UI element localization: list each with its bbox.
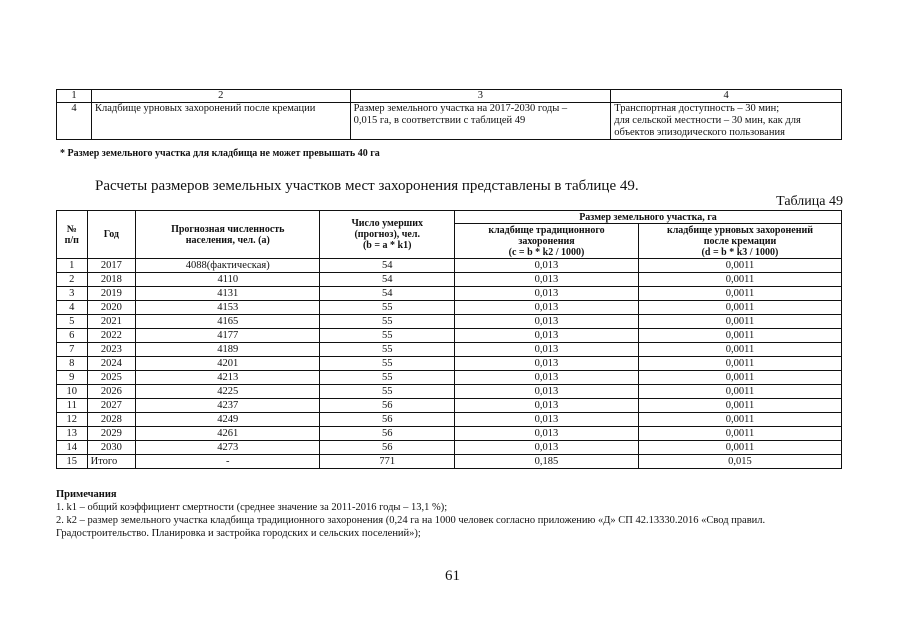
- header-urn: [638, 224, 841, 259]
- row-urn-size: 0,0011: [638, 315, 841, 329]
- row-index: 1: [57, 259, 88, 273]
- row-population: 4237: [136, 399, 320, 413]
- facility-name: Кладбище урновых захоронений после кремации: [91, 103, 350, 140]
- row-traditional-size: 0,013: [455, 301, 639, 315]
- row-traditional-size: 0,013: [455, 371, 639, 385]
- row-year: 2025: [87, 371, 136, 385]
- row-traditional-size: 0,013: [455, 399, 639, 413]
- row-population: 4201: [136, 357, 320, 371]
- row-urn-size: 0,0011: [638, 259, 841, 273]
- row-deaths: 56: [320, 413, 455, 427]
- land-size-line-1: Размер земельного участка на 2017-2030 годы –: [353, 103, 568, 114]
- table-row: [57, 385, 842, 399]
- row-deaths: 55: [320, 315, 455, 329]
- row-year: 2019: [87, 287, 136, 301]
- row-deaths: 56: [320, 441, 455, 455]
- row-index: 10: [57, 385, 88, 399]
- row-traditional-size: 0,013: [455, 385, 639, 399]
- row-deaths: 56: [320, 427, 455, 441]
- accessibility-line-2: для сельской местности – 30 мин, как для: [614, 115, 801, 126]
- land-size-line-2: 0,015 га, в соответствии с таблицей 49: [353, 115, 526, 126]
- row-index: 3: [57, 287, 88, 301]
- row-index: 13: [57, 427, 88, 441]
- row-year: 2027: [87, 399, 136, 413]
- row-urn-size: 0,0011: [638, 273, 841, 287]
- table-row: [57, 329, 842, 343]
- row-population: 4165: [136, 315, 320, 329]
- row-deaths: 55: [320, 385, 455, 399]
- header-num-line-1: №: [66, 223, 77, 235]
- col-header-2: 2: [91, 90, 350, 103]
- row-number: 4: [57, 103, 92, 140]
- table-row: [57, 301, 842, 315]
- row-urn-size: 0,0011: [638, 357, 841, 371]
- row-urn-size: 0,015: [638, 455, 841, 469]
- col-header-4: 4: [611, 90, 842, 103]
- header-urn-line-1: кладбище урновых захоронений: [666, 224, 813, 236]
- row-traditional-size: 0,013: [455, 357, 639, 371]
- row-traditional-size: 0,013: [455, 273, 639, 287]
- row-urn-size: 0,0011: [638, 287, 841, 301]
- row-population: 4213: [136, 371, 320, 385]
- header-deaths-line-3: (b = a * k1): [362, 240, 412, 251]
- header-year: Год: [87, 211, 136, 259]
- header-deaths-line-2: (прогноз), чел.: [354, 229, 420, 240]
- table-row: [57, 441, 842, 455]
- footnote: * Размер земельного участка для кладбища не может превышать 40 га: [60, 148, 380, 159]
- header-traditional-line-2: захоронения: [518, 235, 575, 247]
- row-traditional-size: 0,185: [455, 455, 639, 469]
- header-deaths-line-1: Число умерших: [351, 218, 423, 229]
- row-traditional-size: 0,013: [455, 287, 639, 301]
- row-index: 14: [57, 441, 88, 455]
- row-population: 4088(фактическая): [136, 259, 320, 273]
- table-row: [57, 287, 842, 301]
- header-urn-line-2: после кремации: [703, 235, 777, 247]
- header-traditional: [455, 224, 639, 259]
- row-population: -: [136, 455, 320, 469]
- col-header-3: 3: [350, 90, 611, 103]
- row-year: 2022: [87, 329, 136, 343]
- row-urn-size: 0,0011: [638, 427, 841, 441]
- row-urn-size: 0,0011: [638, 371, 841, 385]
- row-deaths: 55: [320, 343, 455, 357]
- row-deaths: 54: [320, 273, 455, 287]
- row-urn-size: 0,0011: [638, 301, 841, 315]
- row-urn-size: 0,0011: [638, 329, 841, 343]
- row-year: 2026: [87, 385, 136, 399]
- row-index: 6: [57, 329, 88, 343]
- notes-section: [56, 488, 846, 540]
- header-row-1: [57, 211, 842, 224]
- table-row: [57, 357, 842, 371]
- row-index: 11: [57, 399, 88, 413]
- row-year: 2018: [87, 273, 136, 287]
- row-index: 9: [57, 371, 88, 385]
- row-population: 4273: [136, 441, 320, 455]
- row-index: 4: [57, 301, 88, 315]
- table-row: [57, 455, 842, 469]
- header-num: [57, 211, 88, 259]
- note-item-1: 1. k1 – общий коэффициент смертности (среднее значение за 2011-2016 годы – 13,1 %);: [56, 502, 448, 513]
- row-traditional-size: 0,013: [455, 259, 639, 273]
- header-population: [136, 211, 320, 259]
- table-caption: Таблица 49: [776, 194, 843, 209]
- row-traditional-size: 0,013: [455, 343, 639, 357]
- row-index: 5: [57, 315, 88, 329]
- table-row: [57, 427, 842, 441]
- intro-paragraph: Расчеты размеров земельных участков мест захоронения представлены в таблице 49.: [95, 178, 639, 194]
- row-population: 4153: [136, 301, 320, 315]
- header-num-line-2: п/п: [64, 234, 79, 246]
- table-row: [57, 343, 842, 357]
- row-year: 2023: [87, 343, 136, 357]
- row-index: 12: [57, 413, 88, 427]
- header-population-line-2: населения, чел. (а): [185, 234, 270, 246]
- accessibility-cell: [611, 103, 842, 140]
- table-row: [57, 273, 842, 287]
- row-deaths: 54: [320, 259, 455, 273]
- row-traditional-size: 0,013: [455, 413, 639, 427]
- header-deaths: [320, 211, 455, 259]
- table-row: [57, 259, 842, 273]
- table-row: [57, 413, 842, 427]
- row-urn-size: 0,0011: [638, 343, 841, 357]
- row-year: 2028: [87, 413, 136, 427]
- row-year: 2017: [87, 259, 136, 273]
- header-traditional-line-3: (c = b * k2 / 1000): [508, 246, 585, 258]
- row-year: Итого: [87, 455, 136, 469]
- row-deaths: 54: [320, 287, 455, 301]
- row-urn-size: 0,0011: [638, 441, 841, 455]
- page-number: 61: [445, 568, 460, 584]
- row-urn-size: 0,0011: [638, 385, 841, 399]
- row-year: 2029: [87, 427, 136, 441]
- row-population: 4249: [136, 413, 320, 427]
- row-index: 7: [57, 343, 88, 357]
- row-deaths: 55: [320, 329, 455, 343]
- table-row: [57, 315, 842, 329]
- row-deaths: 55: [320, 301, 455, 315]
- table-row: [57, 399, 842, 413]
- notes-heading: Примечания: [56, 489, 117, 500]
- land-size-cell: [350, 103, 611, 140]
- burial-land-table: [56, 210, 842, 469]
- row-traditional-size: 0,013: [455, 441, 639, 455]
- row-urn-size: 0,0011: [638, 413, 841, 427]
- row-deaths: 771: [320, 455, 455, 469]
- row-deaths: 55: [320, 371, 455, 385]
- row-population: 4189: [136, 343, 320, 357]
- requirements-header-row: [57, 90, 842, 103]
- row-year: 2020: [87, 301, 136, 315]
- row-year: 2021: [87, 315, 136, 329]
- row-index: 15: [57, 455, 88, 469]
- note-item-2: 2. k2 – размер земельного участка кладбища традиционного захоронения (0,24 га на 1000 человек согласно приложению «Д» СП 42.13330.2016 «Свод правил. Градостроительство. Планировка и застройка городских и сельских поселений»);: [56, 515, 766, 539]
- header-population-line-1: Прогнозная численность: [171, 223, 285, 235]
- row-deaths: 55: [320, 357, 455, 371]
- row-index: 8: [57, 357, 88, 371]
- row-deaths: 56: [320, 399, 455, 413]
- row-index: 2: [57, 273, 88, 287]
- row-population: 4110: [136, 273, 320, 287]
- header-size-group: Размер земельного участка, га: [455, 211, 842, 224]
- header-traditional-line-1: кладбище традиционного: [488, 224, 605, 236]
- row-population: 4261: [136, 427, 320, 441]
- requirements-row: [57, 103, 842, 140]
- row-traditional-size: 0,013: [455, 329, 639, 343]
- row-traditional-size: 0,013: [455, 315, 639, 329]
- accessibility-line-3: объектов эпизодического пользования: [614, 127, 785, 138]
- header-urn-line-3: (d = b * k3 / 1000): [701, 246, 779, 258]
- row-traditional-size: 0,013: [455, 427, 639, 441]
- table-row: [57, 371, 842, 385]
- burial-table-body: [57, 259, 842, 469]
- row-urn-size: 0,0011: [638, 399, 841, 413]
- row-population: 4225: [136, 385, 320, 399]
- row-population: 4177: [136, 329, 320, 343]
- requirements-table: [56, 89, 842, 140]
- row-population: 4131: [136, 287, 320, 301]
- row-year: 2030: [87, 441, 136, 455]
- col-header-1: 1: [57, 90, 92, 103]
- accessibility-line-1: Транспортная доступность – 30 мин;: [614, 103, 780, 114]
- row-year: 2024: [87, 357, 136, 371]
